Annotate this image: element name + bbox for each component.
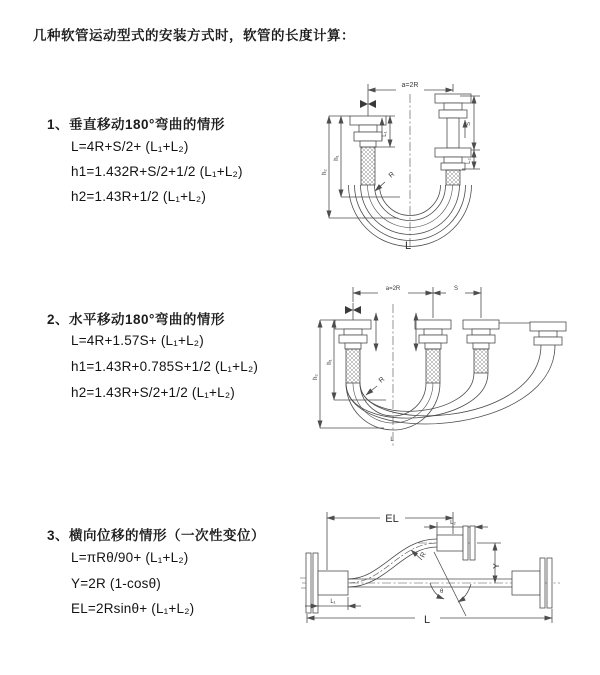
flange-plate: [463, 526, 468, 560]
hose-ferrule: [318, 571, 348, 595]
fitting-socket: [345, 343, 361, 349]
braided-hose: [361, 147, 375, 185]
fitting-socket: [473, 343, 489, 349]
fitting-pipe: [447, 118, 459, 148]
extension-line: [460, 96, 480, 169]
dim-h2-label: h₂: [313, 374, 319, 380]
dim-h2-label: h₂: [322, 169, 328, 175]
flange-plate: [470, 526, 475, 560]
hose-ferrule: [437, 535, 463, 551]
fitting-nut: [534, 337, 562, 345]
fitting-nut: [354, 132, 382, 141]
dim-l-label: L: [423, 614, 431, 626]
flange-plate: [540, 558, 545, 608]
fitting-socket: [360, 141, 376, 147]
dim-l2-label: L₂: [466, 158, 472, 164]
braided-hose: [426, 349, 440, 383]
dim-y-label: Y: [491, 563, 501, 569]
flange-plate: [313, 553, 318, 613]
angle-line: [434, 552, 466, 616]
fitting-neck: [344, 329, 362, 335]
braided-hose: [474, 349, 488, 373]
fitting-neck: [444, 103, 462, 110]
fitting-socket: [441, 163, 465, 170]
hose-wall: [348, 539, 437, 579]
formula-line: h1=1.432R+S/2+1/2 (L₁+L₂): [71, 164, 243, 179]
extension-line: [353, 287, 481, 318]
fitting-nut: [439, 110, 467, 118]
dim-l2-label: L₂: [450, 520, 456, 526]
radius-leader: [366, 386, 377, 395]
section-3-heading: 3、横向位移的情形（一次性变位）: [47, 528, 266, 543]
fitting-nut: [350, 116, 386, 125]
fitting-neck: [444, 157, 462, 163]
formula-line: Y=2R (1-cosθ): [71, 576, 162, 591]
formula-line: EL=2Rsinθ+ (L₁+L₂): [71, 601, 195, 616]
fitting-nut: [339, 335, 367, 343]
theta-label: θ: [440, 589, 444, 595]
braided-hose: [346, 349, 360, 383]
page-title: 几种软管运动型式的安装方式时，软管的长度计算：: [33, 28, 355, 43]
section-1-heading: 1、垂直移动180°弯曲的情形: [47, 117, 225, 132]
dim-el-label: EL: [385, 513, 399, 525]
formula-line: h2=1.43R+S/2+1/2 (L₁+L₂): [71, 385, 235, 400]
dim-s-label: S: [453, 286, 459, 292]
dim-h1-label: h₁: [327, 359, 333, 365]
diagram-horizontal-180-bend: [306, 276, 596, 471]
length-label: L: [390, 437, 394, 443]
radius-label: R: [419, 551, 428, 559]
diagram-lateral-displacement: [300, 496, 598, 666]
radius-label: R: [377, 375, 387, 385]
fitting-neck: [472, 329, 490, 335]
dim-a-label: a=2R: [385, 286, 401, 292]
fitting-socket: [425, 343, 441, 349]
fitting-nut: [467, 335, 495, 343]
section-2-heading: 2、水平移动180°弯曲的情形: [47, 312, 225, 327]
formula-line: L=πRθ/90+ (L₁+L₂): [71, 550, 189, 565]
hose-curve: [360, 345, 541, 416]
fitting-nut: [435, 94, 471, 103]
braided-hose: [446, 170, 460, 185]
fitting-neck: [359, 125, 377, 132]
fitting-neck: [424, 329, 442, 335]
fitting-nut: [415, 320, 451, 329]
formula-line: h2=1.43R+1/2 (L₁+L₂): [71, 189, 207, 204]
flange-plate: [547, 558, 552, 608]
formula-line: L=4R+S/2+ (L₁+L₂): [71, 139, 189, 154]
hose-ferrule: [512, 571, 540, 595]
dim-l1-label: L₁: [330, 599, 336, 605]
dim-l1-label: L₁: [382, 131, 388, 137]
fitting-nut: [530, 322, 566, 331]
fitting-nut: [419, 335, 447, 343]
length-label: L: [404, 240, 412, 252]
fitting-nut: [335, 320, 371, 329]
formula-line: h1=1.43R+0.785S+1/2 (L₁+L₂): [71, 359, 259, 374]
dim-s-label: S: [466, 121, 472, 127]
fitting-nut: [463, 320, 499, 329]
fitting-nut: [435, 148, 471, 157]
diagram-vertical-180-bend: [312, 70, 590, 262]
dim-h1-label: h₁: [334, 155, 340, 161]
dim-a-label: a=2R: [401, 82, 419, 89]
radius-label: R: [387, 170, 397, 180]
flange-plate: [306, 553, 311, 613]
fitting-neck: [539, 331, 557, 337]
formula-line: L=4R+1.57S+ (L₁+L₂): [71, 333, 204, 348]
